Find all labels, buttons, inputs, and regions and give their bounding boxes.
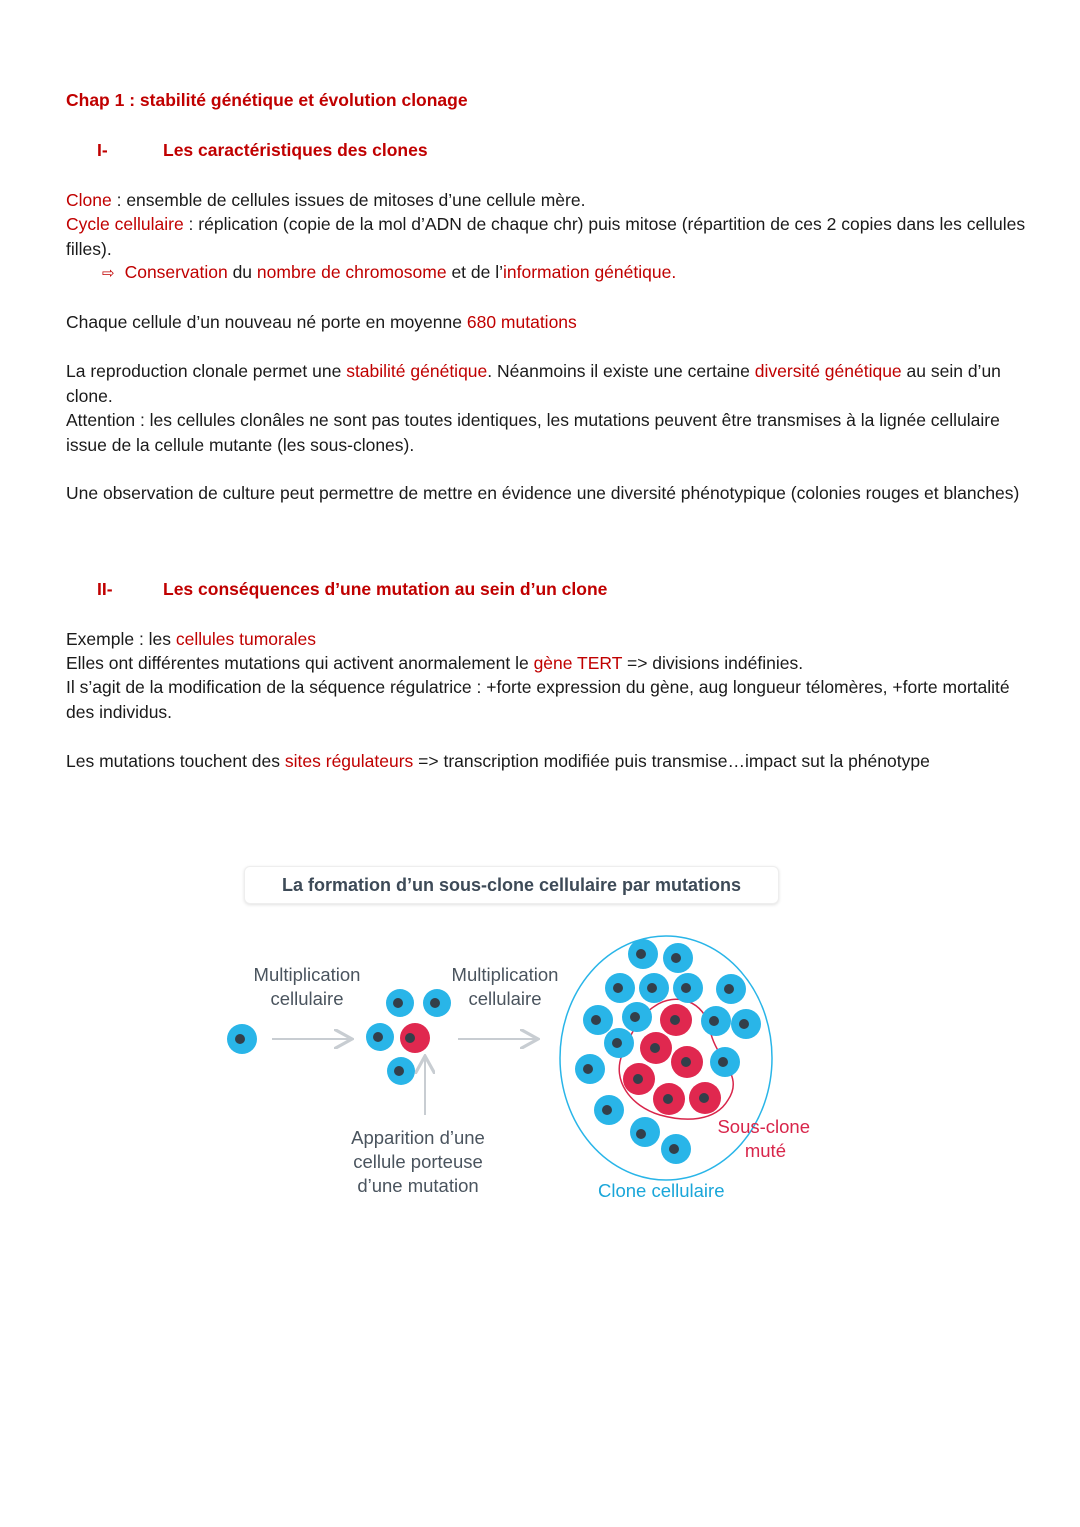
- tert-text2: => divisions indéfinies.: [622, 653, 804, 673]
- apparition-line1: Apparition d’une: [351, 1127, 485, 1148]
- section2-title: Les conséquences d’une mutation au sein d’un clone: [163, 579, 608, 599]
- repro-text2: . Néanmoins il existe une certaine: [487, 361, 755, 381]
- mutations-highlight: 680 mutations: [466, 312, 577, 332]
- multiplication-label-1: [236, 963, 378, 1011]
- conservation-part5: information génétique.: [503, 262, 677, 282]
- mult2-line2: cellulaire: [468, 988, 542, 1009]
- sites-highlight: sites régulateurs: [284, 751, 414, 771]
- conservation-part4: et de l’: [446, 262, 504, 282]
- attention-paragraph: Attention : les cellules clonâles ne sont pas toutes identiques, les mutations peuvent être transmises à la lignée cellulaire issue de la cellule mutante (les sous-clones).: [66, 410, 1000, 455]
- conservation-part3: nombre de chromosome: [256, 262, 447, 282]
- sites-text2: => transcription modifiée puis transmise…impact sut la phénotype: [413, 751, 930, 771]
- sites-text1: Les mutations touchent des: [66, 751, 285, 771]
- regulatory-paragraph: Il s’agit de la modification de la séquence régulatrice : +forte expression du gène, aug longueur télomères, +forte mortalité des individus.: [66, 677, 1010, 722]
- multiplication-label-2: [434, 963, 576, 1011]
- mutations-text: Chaque cellule d’un nouveau né porte en moyenne: [66, 312, 467, 332]
- example-highlight: cellules tumorales: [175, 629, 316, 649]
- repro-highlight1: stabilité génétique: [346, 361, 488, 381]
- sousclone-line2: muté: [744, 1140, 786, 1161]
- initial-cell: [227, 1024, 257, 1054]
- section1-number: I-: [97, 140, 108, 160]
- sousclone-label: [700, 1115, 810, 1163]
- apparition-line2: cellule porteuse: [353, 1151, 483, 1172]
- section1-title: Les caractéristiques des clones: [163, 140, 428, 160]
- clone-cellulaire-label: Clone cellulaire: [598, 1180, 725, 1201]
- repro-text3: au sein d’un clone.: [66, 361, 1001, 406]
- clone-term: Clone: [66, 190, 112, 210]
- sousclone-line1: Sous-clone: [717, 1116, 810, 1137]
- tert-text1: Elles ont différentes mutations qui activent anormalement le: [66, 653, 534, 673]
- arrow-right-icon: ⇨: [102, 265, 115, 282]
- tert-highlight: gène TERT: [533, 653, 623, 673]
- clone-text: : ensemble de cellules issues de mitoses d’une cellule mère.: [111, 190, 586, 210]
- section2-number: II-: [97, 579, 113, 599]
- conservation-part2: du: [227, 262, 257, 282]
- cycle-term: Cycle cellulaire: [66, 214, 184, 234]
- cycle-text: : réplication (copie de la mol d’ADN de chaque chr) puis mitose (répartition de ces 2 copies dans les cellules filles).: [66, 214, 1026, 259]
- apparition-line3: d’une mutation: [357, 1175, 479, 1196]
- conservation-part1: Conservation: [124, 262, 228, 282]
- observation-paragraph: Une observation de culture peut permettre de mettre en évidence une diversité phénotypique (colonies rouges et blanches): [66, 483, 1020, 503]
- repro-text1: La reproduction clonale permet une: [66, 361, 347, 381]
- mult1-line1: Multiplication: [253, 964, 361, 985]
- figure-title: La formation d’un sous-clone cellulaire par mutations: [244, 866, 779, 904]
- repro-highlight2: diversité génétique: [754, 361, 902, 381]
- example-text: Exemple : les: [66, 629, 176, 649]
- mult1-line2: cellulaire: [270, 988, 344, 1009]
- mult2-line1: Multiplication: [451, 964, 559, 985]
- apparition-label: [330, 1126, 506, 1198]
- chapter-title: Chap 1 : stabilité génétique et évolution clonage: [66, 90, 468, 110]
